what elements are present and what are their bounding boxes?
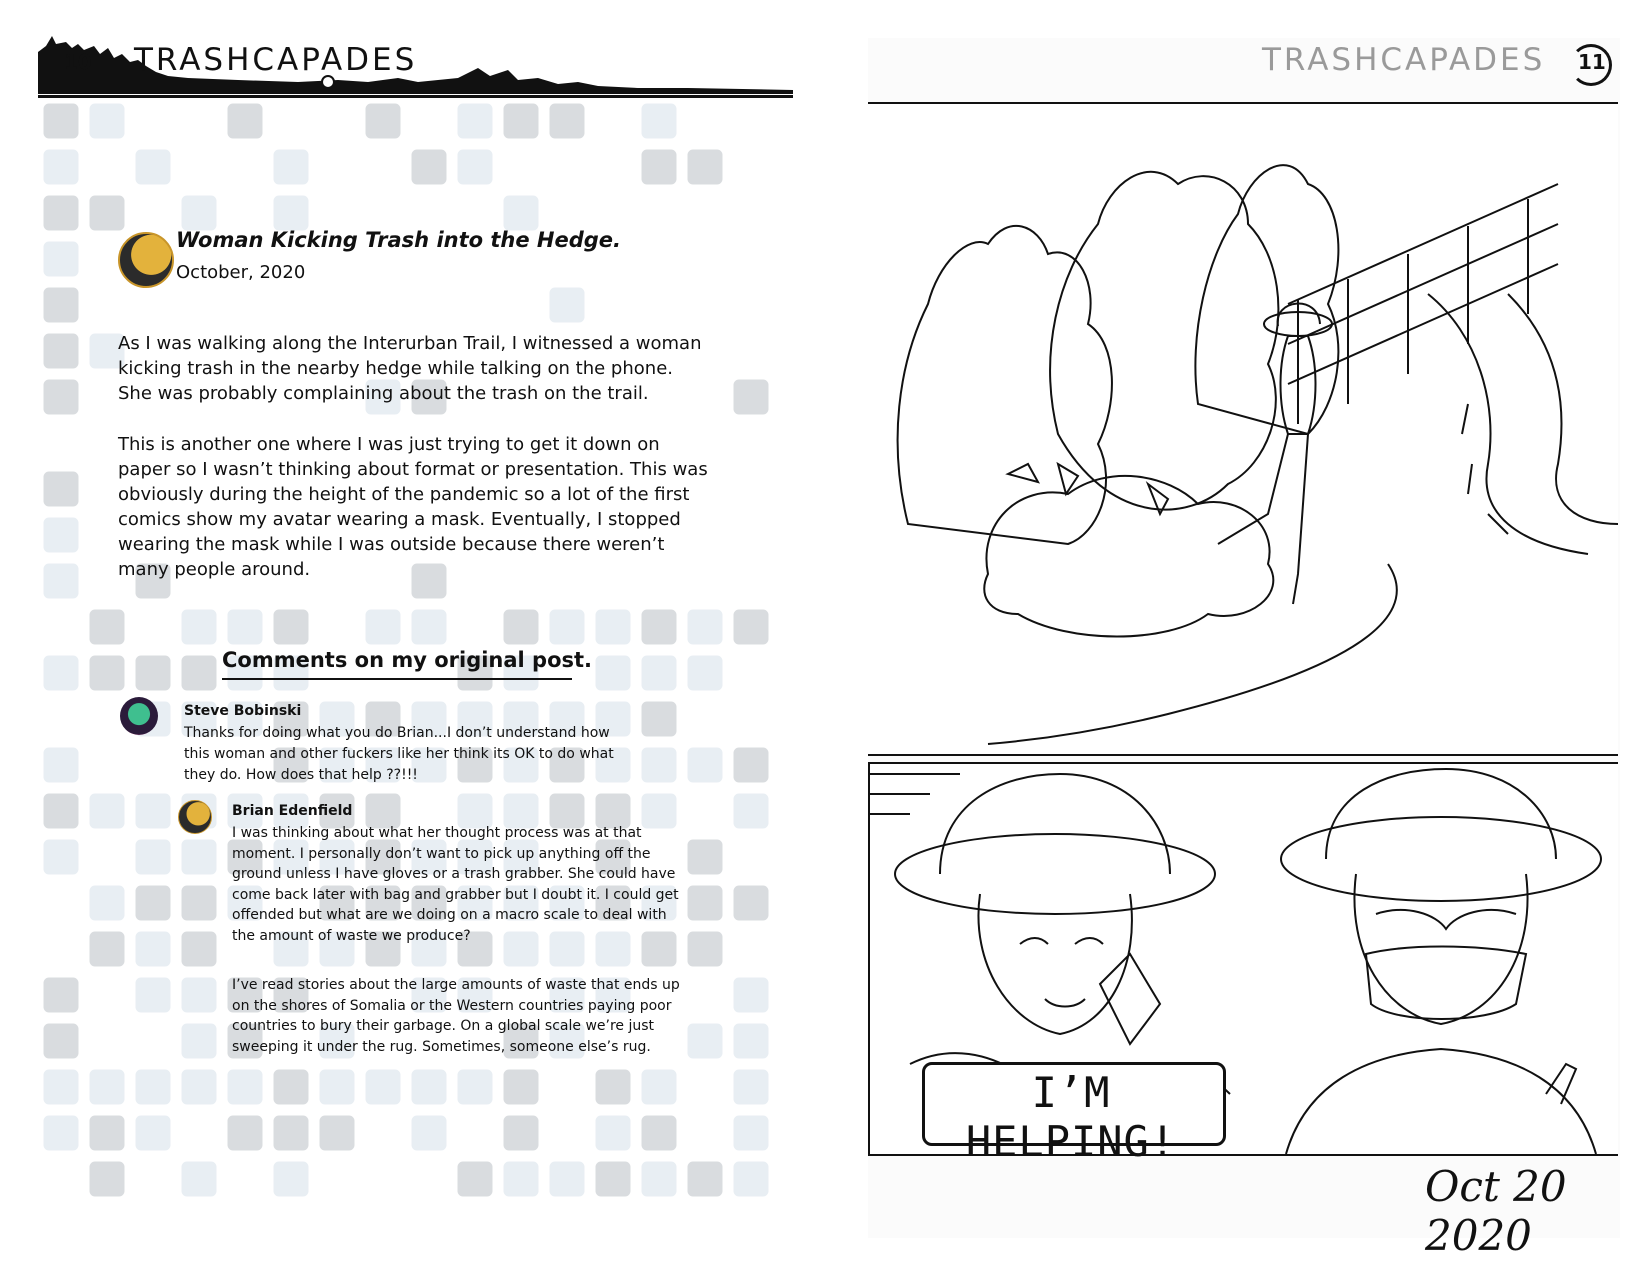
pattern-tile <box>640 654 678 692</box>
pattern-tile <box>732 608 770 646</box>
pattern-tile <box>640 746 678 784</box>
pattern-tile <box>42 470 80 508</box>
pattern-tile <box>640 148 678 186</box>
comment-text: Thanks for doing what you do Brian...I don’t understand how this woman and other fuckers like her think its OK to do what they do. How does that help ??!!! <box>184 725 614 783</box>
pattern-tile <box>88 194 126 232</box>
pattern-tile <box>180 838 218 876</box>
pattern-tile <box>640 608 678 646</box>
masked-man-illustration <box>1246 764 1618 1154</box>
header-rule <box>38 95 793 98</box>
pattern-tile <box>272 608 310 646</box>
pattern-tile <box>226 102 264 140</box>
pattern-tile <box>42 102 80 140</box>
pattern-tile <box>88 1160 126 1198</box>
comment-author: Steve Bobinski <box>184 703 302 719</box>
pattern-tile <box>88 102 126 140</box>
pattern-tile <box>686 654 724 692</box>
author-avatar <box>118 232 174 288</box>
pattern-tile <box>732 1160 770 1198</box>
pattern-tile <box>732 792 770 830</box>
pattern-tile <box>410 608 448 646</box>
pattern-tile <box>640 1160 678 1198</box>
pattern-tile <box>180 1068 218 1106</box>
left-page <box>0 0 820 1275</box>
pattern-tile <box>134 1114 172 1152</box>
pattern-tile <box>410 1068 448 1106</box>
pattern-tile <box>502 1068 540 1106</box>
pattern-tile <box>272 194 310 232</box>
pattern-tile <box>502 608 540 646</box>
pattern-tile <box>502 102 540 140</box>
pattern-tile <box>686 148 724 186</box>
pattern-tile <box>134 930 172 968</box>
pattern-tile <box>548 286 586 324</box>
comic-panel-masked-man <box>1246 762 1618 1156</box>
post-paragraph: This is another one where I was just trying to get it down on paper so I wasn’t thinking about format or presentation. This was obviously during the height of the pandemic so a lot of the first comics show my avatar wearing a mask. Eventually, I stopped wearing the mask while I was outside because there weren’t many people around. <box>118 434 708 580</box>
pattern-tile <box>456 1068 494 1106</box>
pattern-tile <box>640 700 678 738</box>
pattern-tile <box>732 1022 770 1060</box>
pattern-tile <box>42 746 80 784</box>
page-header-left <box>38 32 793 102</box>
pattern-tile <box>42 792 80 830</box>
pattern-tile <box>134 148 172 186</box>
pattern-tile <box>640 102 678 140</box>
pattern-tile <box>42 1068 80 1106</box>
pattern-tile <box>180 1160 218 1198</box>
post-date: October, 2020 <box>176 262 306 283</box>
pattern-tile <box>594 1068 632 1106</box>
pattern-tile <box>686 746 724 784</box>
pattern-tile <box>640 1068 678 1106</box>
pattern-tile <box>410 1114 448 1152</box>
pattern-tile <box>180 608 218 646</box>
pattern-tile <box>134 884 172 922</box>
pattern-tile <box>502 194 540 232</box>
pattern-tile <box>88 930 126 968</box>
reply-text: I was thinking about what her thought process was at that moment. I personally don’t want to pick up anything off the ground unless I have gloves or a trash grabber. She could have come back later with bag and grabber but I doubt it. I could get offended but what are we doing on a macro scale to deal with the amount of waste we produce? <box>232 825 679 944</box>
running-title-left: TRASHCAPADES <box>134 42 418 78</box>
pattern-tile <box>594 654 632 692</box>
pattern-tile <box>42 286 80 324</box>
running-title-right: TRASHCAPADES <box>1262 42 1546 78</box>
pattern-tile <box>686 608 724 646</box>
pattern-tile <box>42 332 80 370</box>
pattern-tile <box>88 884 126 922</box>
pattern-tile <box>548 1160 586 1198</box>
pattern-tile <box>732 746 770 784</box>
pattern-tile <box>180 194 218 232</box>
pattern-tile <box>318 1068 356 1106</box>
pattern-tile <box>502 1114 540 1152</box>
pattern-tile <box>732 976 770 1014</box>
pattern-tile <box>410 148 448 186</box>
reply-avatar <box>178 800 212 834</box>
pattern-tile <box>456 1160 494 1198</box>
pattern-tile <box>88 792 126 830</box>
pattern-tile <box>42 838 80 876</box>
comic-panel-trail-scene <box>868 102 1618 756</box>
pattern-tile <box>42 378 80 416</box>
pattern-tile <box>548 102 586 140</box>
pattern-tile <box>88 1068 126 1106</box>
pattern-tile <box>180 654 218 692</box>
pattern-tile <box>42 516 80 554</box>
pattern-tile <box>732 884 770 922</box>
pattern-tile <box>272 1068 310 1106</box>
pattern-tile <box>134 1068 172 1106</box>
pattern-tile <box>272 1160 310 1198</box>
pattern-tile <box>456 148 494 186</box>
pattern-tile <box>640 1114 678 1152</box>
pattern-tile <box>732 1068 770 1106</box>
pattern-tile <box>42 1114 80 1152</box>
pattern-tile <box>180 1022 218 1060</box>
pattern-tile <box>88 608 126 646</box>
pattern-tile <box>594 608 632 646</box>
pattern-tile <box>594 1114 632 1152</box>
pattern-tile <box>42 240 80 278</box>
pattern-tile <box>180 976 218 1014</box>
pattern-tile <box>42 148 80 186</box>
pattern-tile <box>594 1160 632 1198</box>
pattern-tile <box>548 608 586 646</box>
pattern-tile <box>180 884 218 922</box>
pattern-tile <box>42 976 80 1014</box>
pattern-tile <box>226 1068 264 1106</box>
pattern-tile <box>732 378 770 416</box>
page-number-right: 11 <box>1578 50 1606 74</box>
commenter-avatar <box>120 697 158 735</box>
pattern-tile <box>364 1068 402 1106</box>
pattern-tile <box>134 976 172 1014</box>
artist-signature-date: Oct 20 2020 <box>1425 1162 1567 1260</box>
pattern-tile <box>502 1160 540 1198</box>
pattern-tile <box>180 930 218 968</box>
pattern-tile <box>732 1114 770 1152</box>
pattern-tile <box>226 608 264 646</box>
speech-bubble-text: I’M HELPING! <box>965 1068 1177 1166</box>
trail-illustration <box>868 104 1618 754</box>
post-paragraph: As I was walking along the Interurban Trail, I witnessed a woman kicking trash in the nearby hedge while talking on the phone. She was probably complaining about the trash on the trail. <box>118 333 702 404</box>
pattern-tile <box>134 654 172 692</box>
comments-divider <box>222 678 572 680</box>
comments-heading: Comments on my original post. <box>222 648 593 672</box>
pattern-tile <box>134 792 172 830</box>
pattern-tile <box>42 1022 80 1060</box>
pattern-tile <box>456 102 494 140</box>
pattern-tile <box>88 654 126 692</box>
pattern-tile <box>42 194 80 232</box>
pattern-tile <box>88 1114 126 1152</box>
pattern-tile <box>134 838 172 876</box>
page-number-left: 10 <box>64 50 92 74</box>
pattern-tile <box>226 1114 264 1152</box>
reply-text: I’ve read stories about the large amounts of waste that ends up on the shores of Somalia or the Western countries paying poor countries to bury their garbage. On a global scale we’re just sweeping it under the rug. Sometimes, someone else’s rug. <box>232 977 680 1055</box>
pattern-tile <box>364 608 402 646</box>
pattern-tile <box>272 1114 310 1152</box>
reply-author: Brian Edenfield <box>232 803 353 819</box>
post-title: Woman Kicking Trash into the Hedge. <box>176 228 622 252</box>
pattern-tile <box>364 102 402 140</box>
pattern-tile <box>686 1160 724 1198</box>
pattern-tile <box>272 148 310 186</box>
pattern-tile <box>42 654 80 692</box>
pattern-tile <box>42 562 80 600</box>
pattern-tile <box>318 1114 356 1152</box>
